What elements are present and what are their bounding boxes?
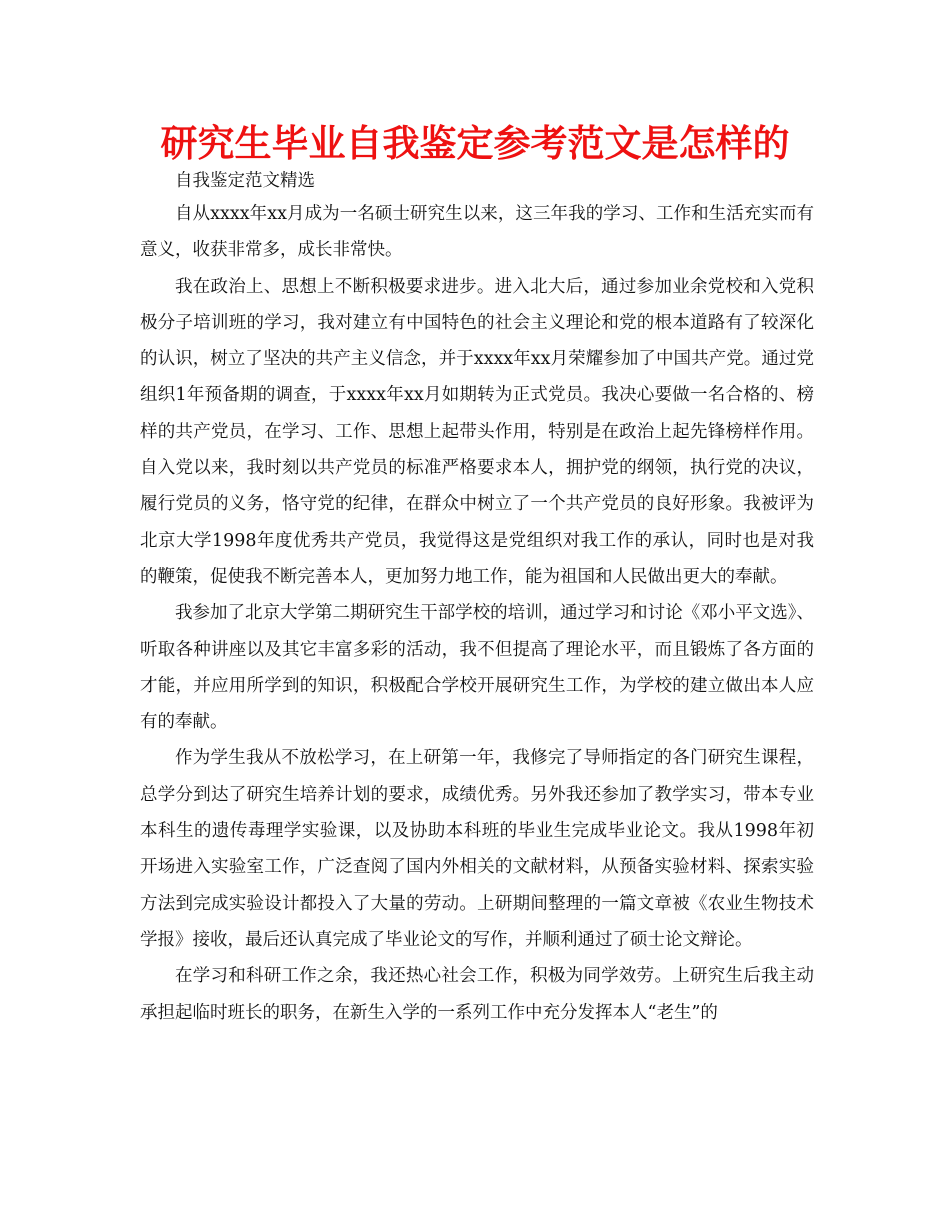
- document-title: 研究生毕业自我鉴定参考范文是怎样的: [160, 122, 790, 165]
- paragraph: 作为学生我从不放松学习，在上研第一年，我修完了导师指定的各门研究生课程，总学分到达了研究生培养计划的要求，成绩优秀。另外我还参加了教学实习，带本专业本科生的遗传毒理学实验课，以及协助本科班的毕业生完成毕业论文。我从1998年初开场进入实验室工作，广泛查阅了国内外相关的文献材料，从预备实验材料、探索实验方法到完成实验设计都投入了大量的劳动。上研期间整理的一篇文章被《农业生物技术学报》接收，最后还认真完成了毕业论文的写作，并顺利通过了硕士论文辩论。: [140, 748, 814, 950]
- paragraph: 自从xxxx年xx月成为一名硕士研究生以来，这三年我的学习、工作和生活充实而有意义，收获非常多，成长非常快。: [140, 204, 814, 261]
- paragraph: 我参加了北京大学第二期研究生干部学校的培训，通过学习和讨论《邓小平文选》、听取各种讲座以及其它丰富多彩的活动，我不但提高了理论水平，而且锻炼了各方面的才能，并应用所学到的知识，积极配合学校开展研究生工作，为学校的建立做出本人应有的奉献。: [140, 603, 814, 733]
- paragraph: 在学习和科研工作之余，我还热心社会工作，积极为同学效劳。上研究生后我主动承担起临时班长的职务，在新生入学的一系列工作中充分发挥本人“老生”的: [140, 966, 814, 1023]
- document-subtitle: 自我鉴定范文精选: [175, 171, 315, 191]
- paragraph: 我在政治上、思想上不断积极要求进步。进入北大后，通过参加业余党校和入党积极分子培训班的学习，我对建立有中国特色的社会主义理论和党的根本道路有了较深化的认识，树立了坚决的共产主义信念，并于xxxx年xx月荣耀参加了中国共产党。通过党组织1年预备期的调查，于xxxx年xx月如期转为正式党员。我决心要做一名合格的、榜样的共产党员，在学习、工作、思想上起带头作用，特别是在政治上起先锋榜样作用。自入党以来，我时刻以共产党员的标准严格要求本人，拥护党的纲领，执行党的决议，履行党员的义务，恪守党的纪律，在群众中树立了一个共产党员的良好形象。我被评为北京大学1998年度优秀共产党员，我觉得这是党组织对我工作的承认，同时也是对我的鞭策，促使我不断完善本人，更加努力地工作，能为祖国和人民做出更大的奉献。: [140, 276, 814, 587]
- document-body: [140, 166, 814, 1031]
